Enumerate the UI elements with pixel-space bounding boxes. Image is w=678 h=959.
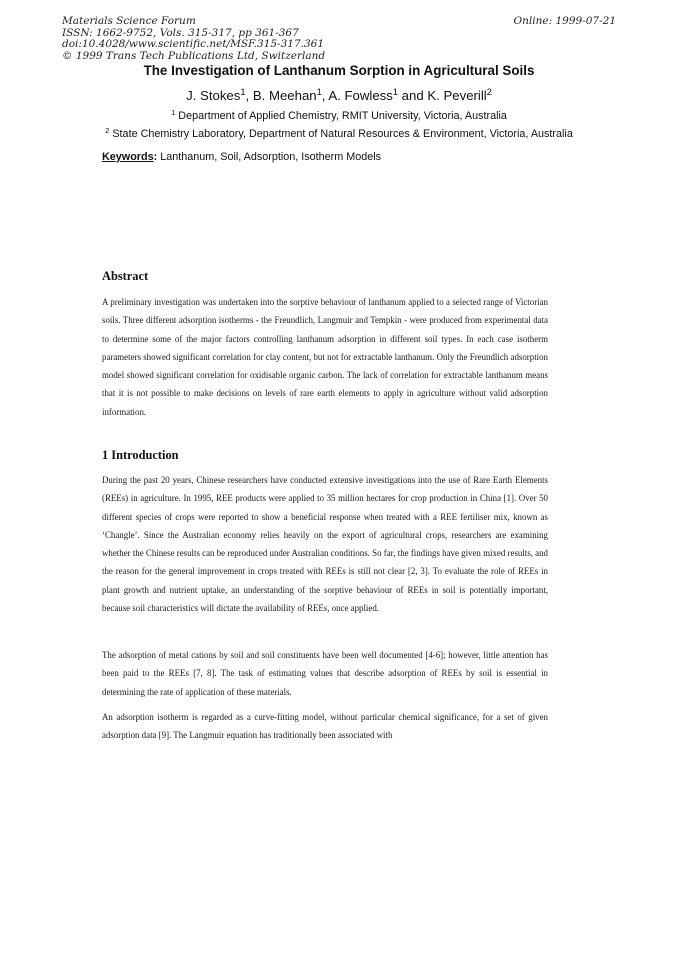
abstract-text: A preliminary investigation was undertaken into the sorptive behaviour of lanthanum applied to a selected range of Victorian soils. Three different adsorption isotherms - the Freundlich, Langmuir and Tempkin - were produced from experimental data to determine some of the major factors controlling lanthanum adsorption in different soil types. In each case isotherm parameters showed significant correlation for clay content, but not for extractable lanthanum. Only the Freundlich adsorption model showed significant correlation for oxidisable organic carbon. The lack of correlation for extractable lanthanum means that it is not possible to make decisions on levels of rare earth elements to apply in agriculture without valid adsorption information. xyxy=(102,297,548,417)
author-name: B. Meehan xyxy=(252,88,317,103)
keywords-text: Lanthanum, Soil, Adsorption, Isotherm Models xyxy=(160,151,382,163)
introduction-paragraph-2: The adsorption of metal cations by soil and soil constituents have been well documented [4-6]; however, little attention has been paid to the REEs [7, 8]. The task of estimating values that describe adsorption of REEs by soil is essential in determining the rate of application of these materials. xyxy=(102,650,548,697)
keywords-line xyxy=(102,151,381,163)
abstract-heading: Abstract xyxy=(102,269,149,283)
introduction-paragraph-3: An adsorption isotherm is regarded as a curve-fitting model, without particular chemical significance, for a set of given adsorption data [9]. The Langmuir equation has traditionally been associated with xyxy=(102,712,548,741)
author-separator: , xyxy=(321,88,329,103)
author-affil-mark: 2 xyxy=(486,86,492,97)
introduction-heading: 1 Introduction xyxy=(102,448,179,462)
issn-line: ISSN: 1662-9752, Vols. 315-317, pp 361-367 xyxy=(62,26,299,39)
affiliation-1 xyxy=(0,107,678,122)
author-separator: and xyxy=(398,88,428,103)
keywords-label: Keywords xyxy=(102,151,154,163)
introduction-paragraph-1: During the past 20 years, Chinese researchers have conducted extensive investigations into the use of Rare Earth Elements (REEs) in agriculture. In 1995, REE products were applied to 35 million hectares for crop production in China [1]. Over 50 different species of crops were reported to show a beneficial response when treated with a REE fertiliser mix, known as ‘Changle’. Since the Australian economy relies heavily on the export of agricultural crops, researchers are examining whether the Chinese results can be reproduced under Australian conditions. So far, the findings have given mixed results, and the reason for the general improvement in crops treated with REEs is still not clear [2, 3]. To evaluate the role of REEs in plant growth and nutrient uptake, an understanding of the sorptive behaviour of REEs in soil is potentially important, because soil characteristics will dictate the availability of REEs, once applied. xyxy=(102,475,548,614)
copyright-line: © 1999 Trans Tech Publications Ltd, Switzerland xyxy=(62,49,326,62)
author-affil-mark: 1 xyxy=(316,86,322,97)
journal-header xyxy=(62,16,325,62)
author-affil-mark: 1 xyxy=(392,86,399,97)
author-separator: , xyxy=(245,88,253,103)
affiliation-text: Department of Applied Chemistry, RMIT University, Victoria, Australia xyxy=(178,110,507,122)
author-name: A. Fowless xyxy=(328,88,393,103)
author-name: K. Peverill xyxy=(427,88,487,103)
online-date: Online: 1999-07-21 xyxy=(513,15,616,27)
doi-line: doi:10.4028/www.scientific.net/MSF.315-317.361 xyxy=(62,38,325,51)
affiliation-text: State Chemistry Laboratory, Department of Natural Resources & Environment, Victoria, Australia xyxy=(112,128,573,140)
affiliation-mark: 1 xyxy=(171,107,176,117)
keywords-colon: : xyxy=(153,151,158,163)
paper-title: The Investigation of Lanthanum Sorption in Agricultural Soils xyxy=(143,63,535,78)
journal-name: Materials Science Forum xyxy=(62,15,196,27)
author-affil-mark: 1 xyxy=(240,86,246,97)
affiliation-2 xyxy=(0,125,678,140)
author-list xyxy=(0,88,678,103)
author-name: J. Stokes xyxy=(186,88,241,103)
affiliation-mark: 2 xyxy=(105,125,110,135)
